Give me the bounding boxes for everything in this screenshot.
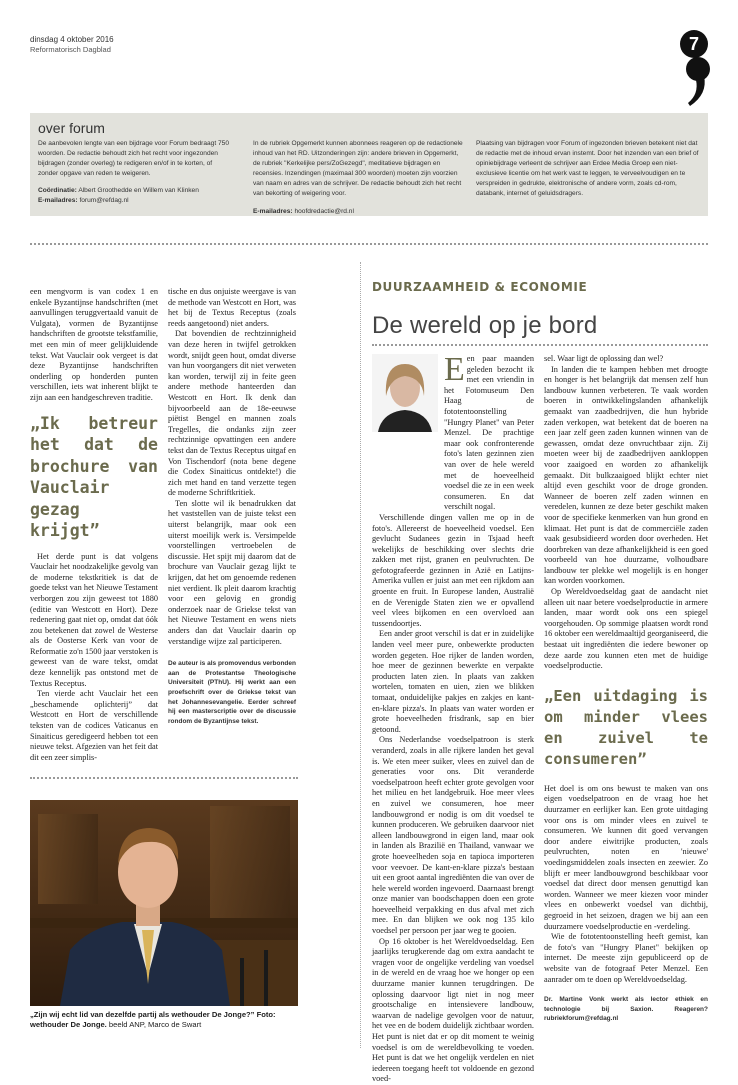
paragraph: Op Wereldvoedseldag gaat de aandacht niet alleen uit naar betere voedselproductie in armere landen, maar wordt ook ons een spiegel voorgehouden. Op sommige plaatsen wordt rond 16 oktober een wereldmaaltijd georganiseerd, die bestaat uit ingrediënten die iedere bewoner op deze aarde zou kunnen eten met de huidige voedselproductie. <box>544 587 708 671</box>
forum-column-3 <box>476 139 702 199</box>
forum-guidelines: De aanbevolen lengte van een bijdrage voor Forum bedraagt 750 woorden. De redactie behoudt zich het recht voor ingezonden bijdragen (zonder overleg) te redigeren en/of in te korten, of zonder opgave van reden te weigeren. <box>38 140 229 177</box>
paragraph: Ons Nederlandse voedselpatroon is sterk veranderd, zoals in alle rijkere landen het geval is. We eten meer suiker, vlees en zuivel dan de generaties voor ons. Dit veranderde voedselpatroon heeft echter grote gevolgen voor het milieu en het landgebruik. Hoe meer vlees en zuivel we consumeren, hoe meer landbouwgrond er nodig is om dit voedsel te kunnen produceren. We gebruiken daarvoor niet alleen landbouwgrond in eigen land, maar ook in landen als Brazilië en Thailand, vanwaar we grote hoeveelheden soja en tapioca importeren voor veevoer. De kant-en-klare pizza's bestaan uit een groot aantal ingrediënten die van over de hele wereld worden ingevoerd. Daarnaast brengt onze manier van boodschappen doen een grote hoeveelheid verpakking en dus afval met zich mee. En dan blijken we ook nog 135 kilo voedsel per persoon per jaar weg te gooien. <box>372 735 534 936</box>
comma-logo-icon <box>684 56 710 108</box>
divider <box>30 243 708 245</box>
left-article-column-1 <box>30 287 158 763</box>
photo-caption: „Zijn wij echt lid van dezelfde partij als wethouder De Jonge?” Foto: wethouder De Jonge. beeld ANP, Marco de Swart <box>30 1010 276 1029</box>
opgemerkt-guidelines: In de rubriek Opgemerkt kunnen abonnees reageren op de redactionele inhoud van het RD. Uitzonderingen zijn: andere brieven in Opgemerkt, de rubriek "Kerkelijke pers/ZoGezegd", meditatieve bijdragen en recensies. Inzendingen (maximaal 300 woorden) moeten zijn voorzien van naam en adres van de schrijver. De redactie behoudt zich het recht van bekorting of weigering voor. <box>253 140 463 197</box>
pull-quote: „Ik betreur het dat de brochure van Vauclair gezag krijgt” <box>30 413 158 541</box>
paragraph: Het doel is om ons bewust te maken van ons eigen voedselpatroon en de vraag hoe het duurzamer en eerlijker kan. Een grote uitdaging voor ons is om minder vlees en zuivel te consumeren. We kunnen dit goed vervangen door andere eiwitrijke producten, zoals peulvruchten, noten en 'nieuwe' voedingsmiddelen zoals insecten en zeewier. Zo blijft er meer landbouwgrond beschikbaar voor voedsel dat direct door mensen genuttigd kan worden. Wanneer we meer kiezen voor minder vlees en onbewerkt voedsel van dichtbij, gegroeid in het seizoen, dragen we bij aan een duurzamere voedselproductie en -verdeling. <box>544 783 708 931</box>
issue-date: dinsdag 4 oktober 2016 <box>30 35 114 44</box>
pull-quote: „Een uitdaging is om minder vlees en zuivel te consumeren” <box>544 686 708 768</box>
paragraph: tische en dus onjuiste weergave is van de methode van Westcott en Hort, was het bij de Textus Receptus (zoals reeds aangetoond) niet anders. <box>168 287 296 328</box>
section-label: DUURZAAMHEID & ECONOMIE <box>372 280 588 294</box>
forum-email: E-mailadres: forum@refdag.nl <box>38 197 129 204</box>
right-article-column-1 <box>372 351 534 1085</box>
paragraph: Wie de fototentoonstelling heeft gemist, kan de foto's van "Hungry Planet" bekijken op internet. De meeste zijn gepubliceerd op de website van de fotograaf Peter Menzel. Een aanrader om te doen op Wereldvoedseldag. <box>544 932 708 984</box>
divider <box>30 777 298 779</box>
paragraph: In landen die te kampen hebben met droogte en honger is het belangrijk dat mensen zelf hun landbouw kunnen verbeteren. Te vaak worden boeren in ontwikkelingslanden afhankelijk gemaakt van zaadbedrijven, die hun hybride zaden verkopen, wat betekent dat de boeren na een jaar zelf geen zaden kunnen winnen van de gewassen, omdat deze onvruchtbaar zijn. Zij moeten weer bij de zaadbedrijven aankloppen voor zaaigoed en worden zo afhankelijk gemaakt. Dit bulkzaaigoed blijkt echter niet altijd even geschikt voor de droge gronden. Wanneer de boeren zelf zaden winnen en veredelen, kunnen ze deze beter geschikt maken voor de specifieke kenmerken van hun grond en klimaat. Het punt is dat de commerciële zaden vaak gesubsidieerd worden door overheden. Het doorbreken van deze afhankelijkheid is een goed voorbeeld van hoe duurzame, volhoudbare landbouw ter plekke wel mogelijk is en honger kan worden voorkomen. <box>544 364 708 586</box>
page-number: 7 <box>680 30 708 58</box>
left-article-column-2 <box>168 287 296 726</box>
paragraph: Dat bovendien de rechtzinnigheid van deze heren in twijfel getrokken wordt, snijdt geen hout, omdat diverse van hun voorgangers dit niet verweten kan worden, terwijl zij in feite geen andere methode hanteerden dan Westcott en Hort. Ik denk dan bijvoorbeeld aan de 18e-eeuwse piëtist Bengel en mannen zoals Tregelles, die ondanks zijn zeer rechtzinnige opvattingen een andere tekst dan de Textus Receptus uitgaf en Von Tischendorf (nota bene degene die Codex Sinaiticus ontdekte!) die zich met hand en tand verzette tegen de moderne Schriftkritiek. <box>168 329 296 498</box>
paragraph: Een paar maanden geleden bezocht ik met een vriendin in het Fotomuseum Den Haag de fototentoonstelling "Hungry Planet" van Peter Menzel. De prachtige maar ook confronterende foto's laten gezinnen zien van over de hele wereld met de hoeveelheid voedsel die ze in een week consumeren. En dat verschilt nogal. <box>444 351 534 512</box>
council-photo <box>30 800 298 1006</box>
forum-column-2 <box>253 139 465 217</box>
paragraph: Op 16 oktober is het Wereldvoedseldag. Een jaarlijks terugkerende dag om extra aandacht te vragen voor de ongelijke verdeling van voedsel in de wereld en de vraag hoe we honger op een duurzame manier kunnen terugdringen. De oplossing daarvoor ligt niet in nog meer grootschalige en intensievere landbouw, waarvan de nadelige gevolgen voor de natuur, het vee en de bodem duidelijk zichtbaar worden. Het punt is niet dat er op dit moment te weinig voedsel is om de wereldbevolking te voeden. Het punt is dat we het ongelijk verdelen en niet iedereen toegang heeft tot voldoende en gezond voed- <box>372 936 534 1084</box>
column-separator <box>360 262 361 1048</box>
divider <box>372 344 708 346</box>
forum-column-1 <box>38 139 234 206</box>
drop-cap: E <box>444 351 465 388</box>
newspaper-name: Reformatorisch Dagblad <box>30 45 111 54</box>
author-bio: De auteur is als promovendus verbonden aan de Protestantse Theologische Universiteit (PThU). Hij werkt aan een proefschrift over de Griekse tekst van het Johannesevangelie. Eerder schreef hij een masterscriptie over de discussie rondom de Byzantijnse tekst. <box>168 660 296 725</box>
forum-license-text: Plaatsing van bijdragen voor Forum of ingezonden brieven betekent niet dat de redactie met de inhoud ervan instemt. Door het inzenden van een brief of opiniebijdrage verleent de schrijver aan Erdee Media Groep een niet-exclusieve licentie om het werk vast te leggen, te verveelvoudigen en te verspreiden in gedrukte, elektronische of andere vorm, zoals cd-rom, databank, internet of geluidsdragers. <box>476 140 699 197</box>
paragraph: Ten slotte wil ik benadrukken dat het vaststellen van de juiste tekst een uiterst belangrijk, maar ook een uiterst moeilijk werk is. Versimpelde voorstellingen vertroebelen de discussie. Het spijt mij daarom dat de brochure van Vauclair gezag lijkt te krijgen, dat het om genoemde redenen niet verdient. Ik pleit daarom krachtig voor een gelovig en grondig onderzoek naar de Griekse tekst van het Nieuwe Testament en wens niets anders dan dat Vauclair daarin op verstandige wijze zal participeren. <box>168 498 296 646</box>
opgemerkt-email: E-mailadres: hoofdredactie@rd.nl <box>253 208 354 215</box>
paragraph: sel. Waar ligt de oplossing dan wel? <box>544 354 664 363</box>
paragraph: Verschillende dingen vallen me op in de foto's. Allereerst de hoeveelheid voedsel. Een gevlucht Sudanees gezin in Tsjaad heeft wekelijks de beschikking over slechts drie zakken met rijst, granen en peulvruchten. De gefotografeerde gezinnen in Azië en Latijns-Amerika vullen er juist aan met een rijkdom aan groente en fruit. In Europese landen, Australië en de Verenigde Staten zien we er opvallend veel vlees bijkomen en een overvloed aan tussendoortjes. <box>372 512 534 628</box>
paragraph: een mengvorm is van codex 1 en enkele Byzantijnse handschriften (met aanvullingen teruggvertaald vanuit de Vulgata), vormen de Byzantijnse handschriften de grootste tekstfamilie, met een min of meer gelijkluidende tekst. Wat Vauclair ook vergeet is dat deze Byzantijnse handschriften onderling op honderden punten verschillen, iets wat inherent blijkt te zijn aan een handgeschreven traditie. <box>30 287 158 402</box>
author-bio: Dr. Martine Vonk werkt als lector ethiek en technologie bij Saxion. Reageren? rubriekforum@refdag.nl <box>544 996 708 1023</box>
forum-coordination: Coördinatie: Albert Groothedde en Willem van Klinken <box>38 187 199 194</box>
article-headline: De wereld op je bord <box>372 312 598 339</box>
forum-title: over forum <box>38 120 105 136</box>
right-article-column-2 <box>544 354 708 1024</box>
paragraph: Het derde punt is dat volgens Vauclair het noodzakelijke gevolg van de moderne tekstkritiek is dat de goede tekst van het Nieuwe Testament verborgen zou zijn geweest tot 1880 (editie van Westcott en Hort). Deze redenering gaat niet op, omdat dat óók zou betekenen dat zowel de Westerse als de Oosterse Kerk van voor de Reformatie zo'n 1500 jaar verstoken is geweest van de ware tekst, omdat deze kennelijk pas ontstond met de Textus Receptus. <box>30 551 158 688</box>
paragraph: Een ander groot verschil is dat er in zuidelijke landen veel meer pure, onbewerkte producten worden gegeten. Hoe rijker de landen worden, hoe meer de gezinnen bewerkte en verpakte producten laten zien. In plaats van zakken wortelen, tomaten en uien, zien we blikken tomaat, onduidelijke pakjes en zakjes en kant-en-klare pizza's. In plaats van water worden er grote hoeveelheden frisdrank, sap en bier getoond. <box>372 629 534 734</box>
paragraph: Ten vierde acht Vauclair het een „beschamende oplichterij” dat Westcott en Hort de verschillende teksten van de codices Vaticanus en Sinaiticus geredigeerd hebben tot een nieuwe tekst. Afgezien van het feit dat dit een zeer simplis- <box>30 689 158 762</box>
